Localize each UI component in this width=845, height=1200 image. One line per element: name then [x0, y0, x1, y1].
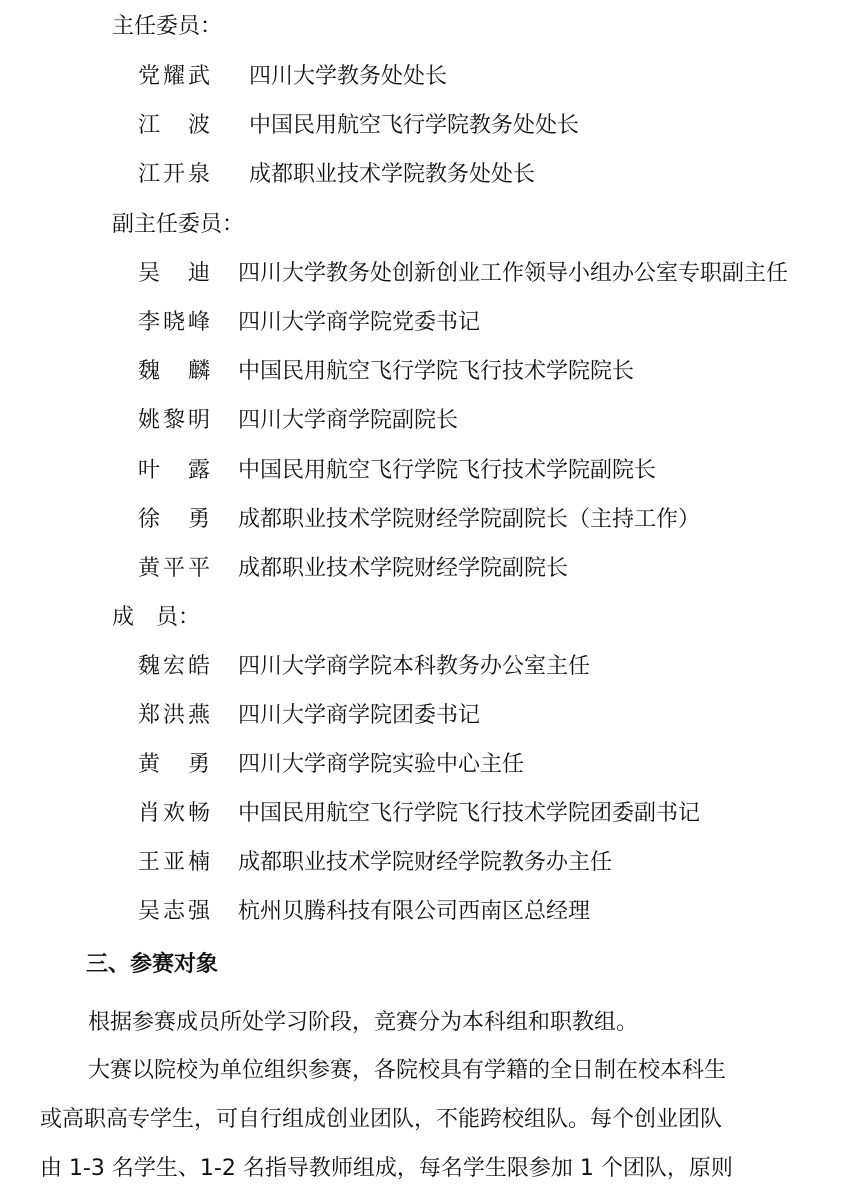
member-name: 肖欢畅: [138, 801, 210, 826]
member-title: 四川大学商学院副院长: [238, 408, 459, 433]
member-title: 中国民用航空飞行学院飞行技术学院副院长: [238, 458, 657, 483]
member-title: 成都职业技术学院教务处处长: [249, 162, 536, 187]
member-title: 成都职业技术学院财经学院副院长（主持工作）: [238, 507, 701, 532]
member-title: 成都职业技术学院财经学院教务办主任: [238, 850, 613, 875]
member-name: 魏 麟: [138, 359, 210, 384]
member-row: [138, 62, 448, 92]
member-title: 四川大学商学院实验中心主任: [238, 752, 525, 777]
member-row: [138, 848, 613, 878]
member-row: [138, 554, 569, 584]
member-title: 四川大学教务处创新创业工作领导小组办公室专职副主任: [238, 261, 789, 286]
member-name: 李晓峰: [138, 310, 210, 335]
member-title: 中国民用航空飞行学院飞行技术学院团委副书记: [238, 801, 701, 826]
member-name: 江开泉: [138, 162, 210, 187]
member-name: 王亚楠: [138, 850, 210, 875]
member-name: 江 波: [138, 113, 210, 138]
member-row: [138, 308, 481, 338]
paragraph-line: 根据参赛成员所处学习阶段，竞赛分为本科组和职教组。: [88, 1010, 639, 1035]
member-name: 黄 勇: [138, 752, 210, 777]
member-row: [138, 799, 701, 829]
member-row: [138, 357, 635, 387]
directors-label: 主任委员：: [112, 14, 223, 39]
member-row: [138, 701, 481, 731]
member-name: 姚黎明: [138, 408, 210, 433]
member-row: [138, 456, 657, 486]
member-row: [138, 406, 459, 436]
paragraph-line: 大赛以院校为单位组织参赛，各院校具有学籍的全日制在校本科生: [88, 1058, 727, 1083]
member-row: [138, 505, 701, 535]
member-name: 党耀武: [138, 64, 210, 89]
member-title: 中国民用航空飞行学院教务处处长: [249, 113, 580, 138]
member-name: 黄平平: [138, 556, 210, 581]
member-title: 四川大学商学院本科教务办公室主任: [238, 654, 591, 679]
member-name: 魏宏皓: [138, 654, 210, 679]
paragraph-line: 或高职高专学生，可自行组成创业团队，不能跨校组队。每个创业团队: [40, 1107, 723, 1132]
member-row: [138, 897, 591, 927]
member-row: [138, 652, 591, 682]
member-title: 成都职业技术学院财经学院副院长: [238, 556, 569, 581]
deputies-label: 副主任委员：: [112, 212, 245, 237]
member-name: 吴 迪: [138, 261, 210, 286]
member-name: 吴志强: [138, 899, 210, 924]
member-title: 四川大学商学院团委书记: [238, 703, 481, 728]
member-row: [138, 111, 580, 141]
member-name: 郑洪燕: [138, 703, 210, 728]
member-row: [138, 750, 525, 780]
member-name: 徐 勇: [138, 507, 210, 532]
member-title: 四川大学商学院党委书记: [238, 310, 481, 335]
member-title: 杭州贝腾科技有限公司西南区总经理: [238, 899, 591, 924]
member-row: [138, 160, 536, 190]
member-title: 中国民用航空飞行学院飞行技术学院院长: [238, 359, 635, 384]
paragraph-line: 由 1-3 名学生、1-2 名指导教师组成，每名学生限参加 1 个团队，原则: [40, 1156, 733, 1181]
member-title: 四川大学教务处处长: [249, 64, 448, 89]
member-name: 叶 露: [138, 458, 210, 483]
member-row: [138, 259, 789, 289]
members-label: 成 员：: [112, 605, 201, 630]
section-heading: 三、参赛对象: [86, 952, 219, 977]
